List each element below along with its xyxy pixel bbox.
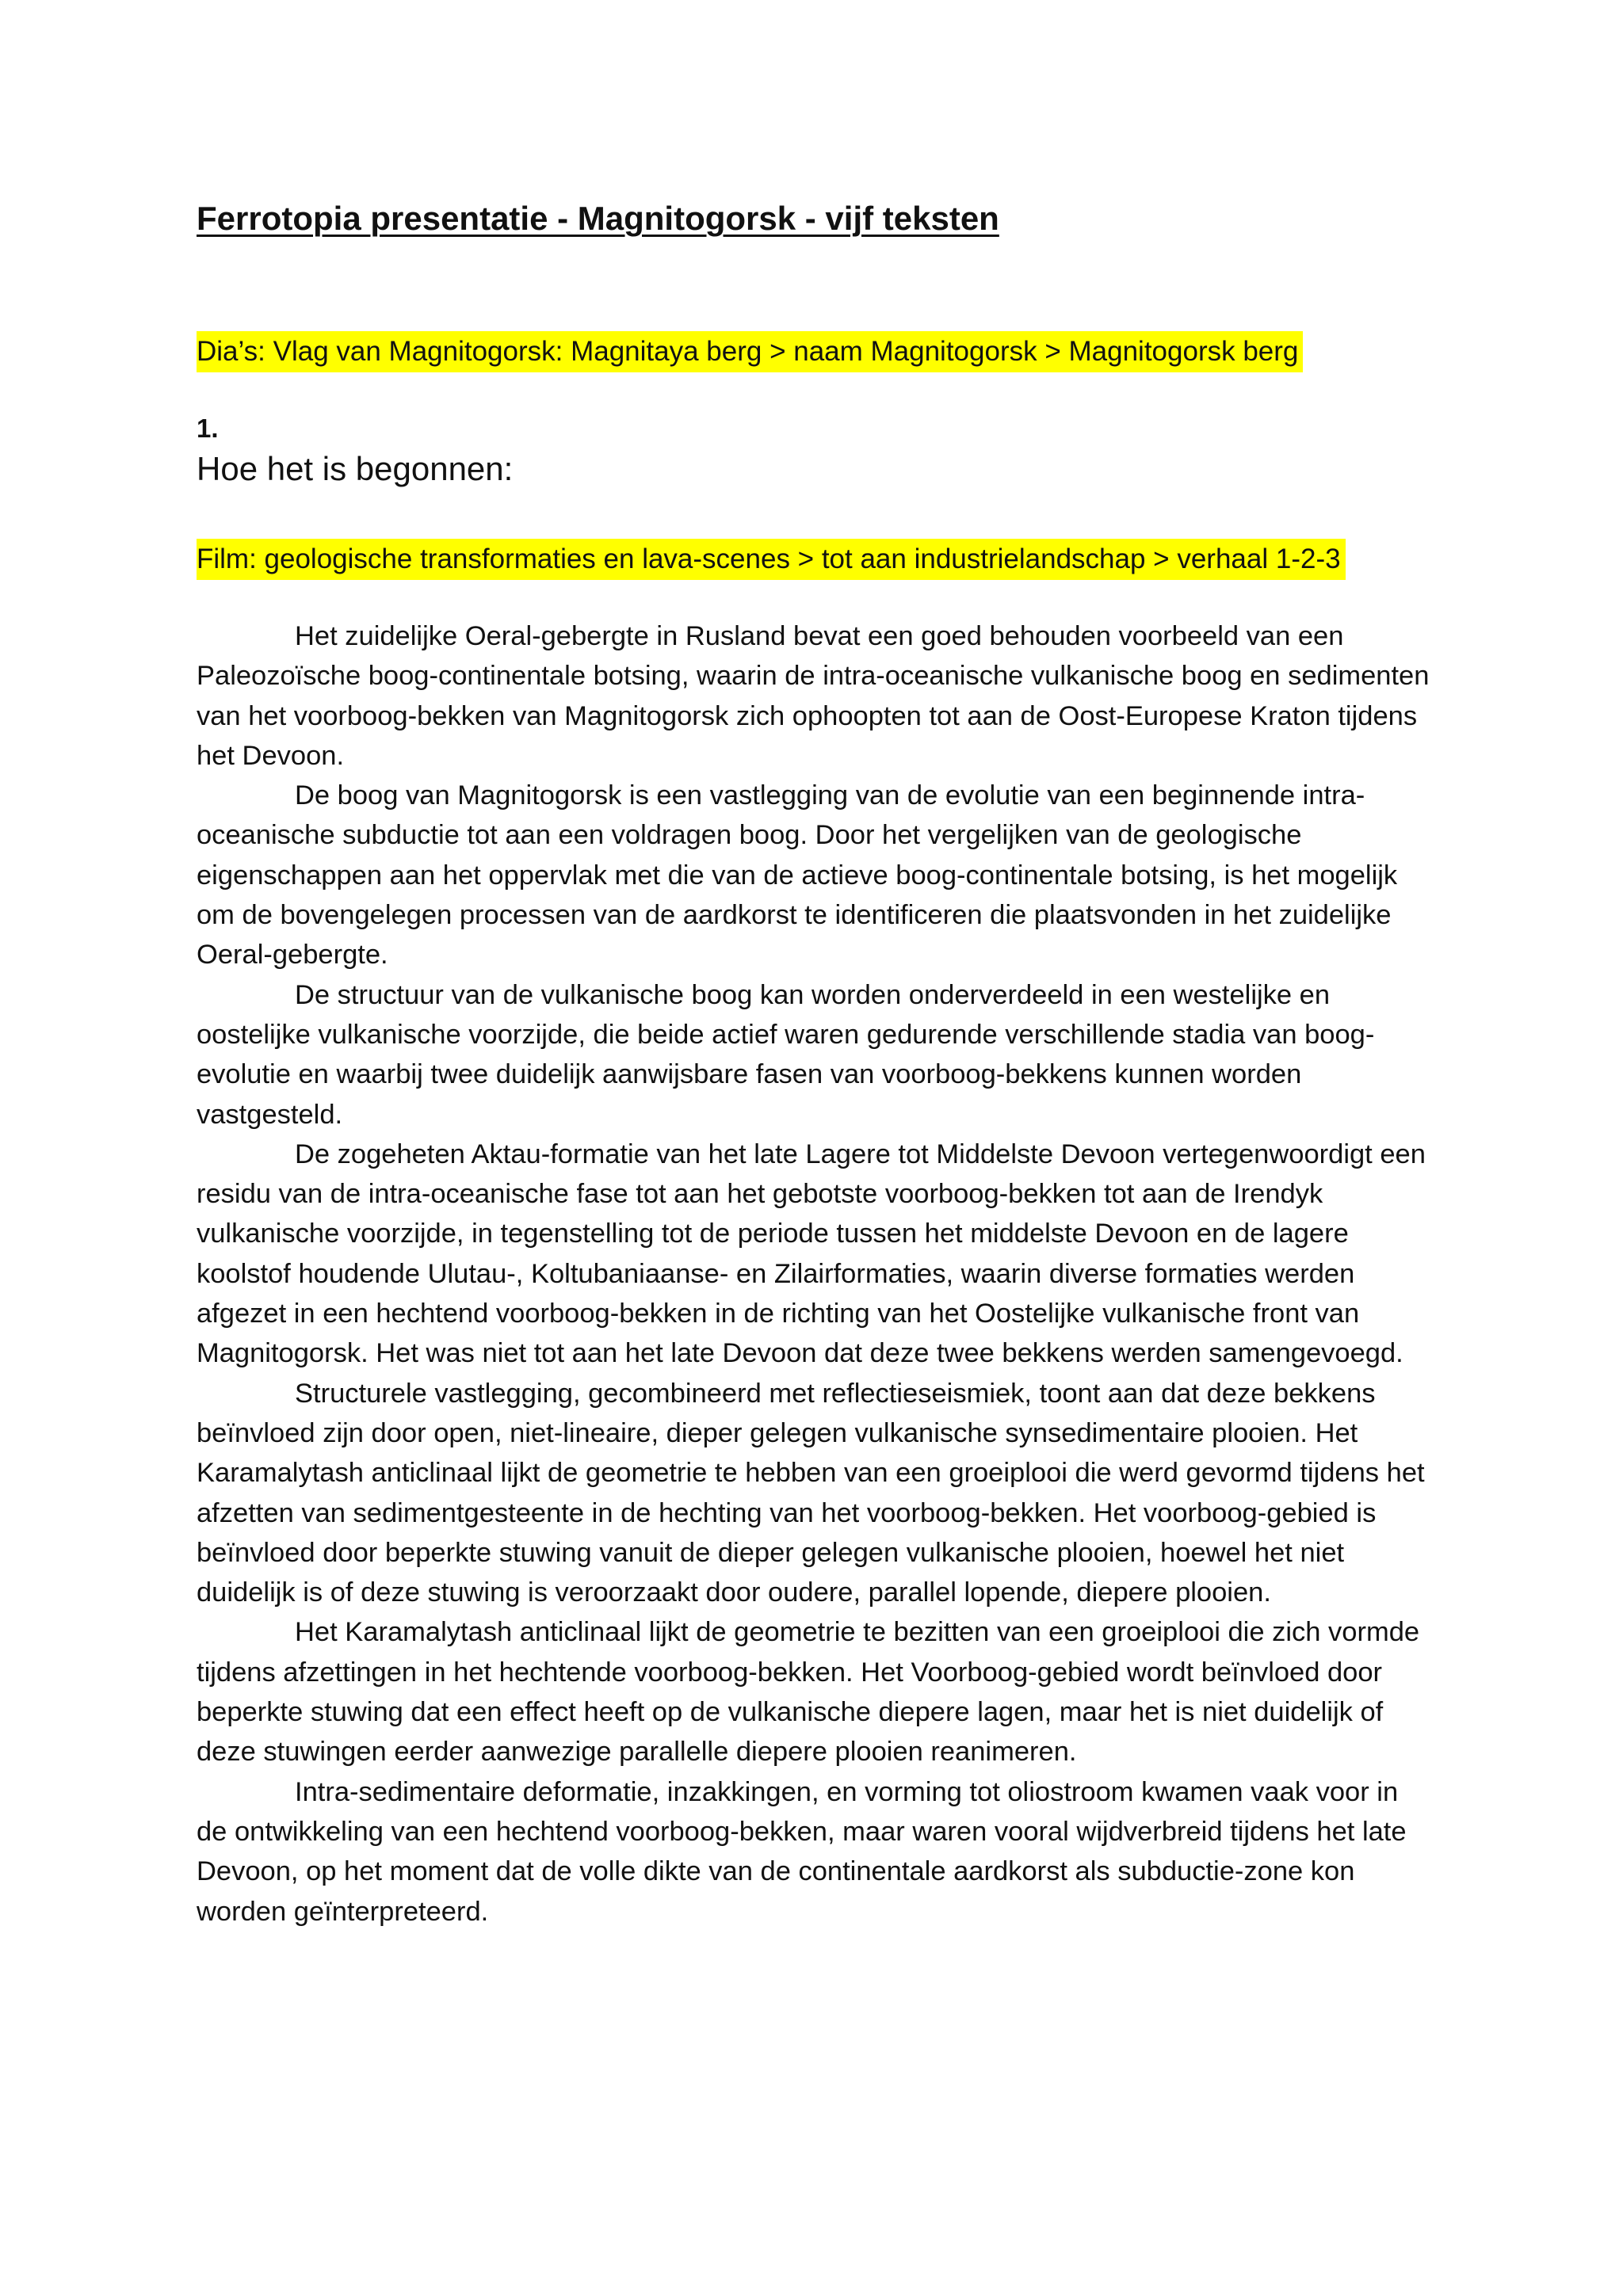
paragraph: Intra-sedimentaire deformatie, inzakkingen, en vorming tot oliostroom kwamen vaak voor in de ontwikkeling van een hechtend voorboog-bekken, maar waren vooral wijdverbreid tijdens het late Devoon, op het moment dat de volle dikte van de continentale aardkorst als subductie-zone kon worden geïnterpreteerd. [197,1776,1407,1927]
section-number: 1. [197,414,219,443]
paragraph: De structuur van de vulkanische boog kan worden onderverdeeld in een westelijke en oostelijke vulkanische voorzijde, die beide actief waren gedurende verschillende stadia van boog-evolutie en waarbij twee duidelijk aanwijsbare fasen van voorboog-bekkens kunnen worden vastgesteld. [197,979,1375,1130]
paragraph: De zogeheten Aktau-formatie van het late Lagere tot Middelste Devoon vertegenwoordigt een residu van de intra-oceanische fase tot aan het gebotste voorboog-bekken tot aan de Irendyk vulkanische voorzijde, in tegenstelling tot de periode tussen het middelste Devoon en de lagere koolstof houdende Ulutau-, Koltubaniaanse- en Zilairformaties, waarin diverse formaties werden afgezet in een hechtend voorboog-bekken in de richting van het Oostelijke vulkanische front van Magnitogorsk. Het was niet tot aan het late Devoon dat deze twee bekkens werden samengevoegd. [197,1138,1426,1369]
document-title: Ferrotopia presentatie - Magnitogorsk - vijf teksten [197,200,999,237]
film-note-highlight: Film: geologische transformaties en lava-scenes > tot aan industrielandschap > verhaal 1-2-3 [197,539,1346,580]
body-text [197,616,1434,1932]
paragraph: Het Karamalytash anticlinaal lijkt de geometrie te bezitten van een groeiplooi die zich vormde tijdens afzettingen in het hechtende voorboog-bekken. Het Voorboog-gebied wordt beïnvloed door beperkte stuwing dat een effect heeft op de vulkanische diepere lagen, maar het is niet duidelijk of deze stuwingen eerder aanwezige parallelle diepere plooien reanimeren. [197,1617,1420,1768]
section-heading: Hoe het is begonnen: [197,450,514,487]
paragraph: Het zuidelijke Oeral-gebergte in Rusland bevat een goed behouden voorbeeld van een Paleozoïsche boog-continentale botsing, waarin de intra-oceanische vulkanische boog en sedimenten van het voorboog-bekken van Magnitogorsk zich ophoopten tot aan de Oost-Europese Kraton tijdens het Devoon. [197,621,1430,771]
slides-note-highlight: Dia’s: Vlag van Magnitogorsk: Magnitaya berg > naam Magnitogorsk > Magnitogorsk berg [197,331,1303,372]
paragraph: De boog van Magnitogorsk is een vastlegging van de evolutie van een beginnende intra-oceanische subductie tot aan een voldragen boog. Door het vergelijken van de geologische eigenschappen aan het oppervlak met die van de actieve boog-continentale botsing, is het mogelijk om de bovengelegen processen van de aardkorst te identificeren die plaatsvonden in het zuidelijke Oeral-gebergte. [197,780,1398,971]
paragraph: Structurele vastlegging, gecombineerd met reflectieseismiek, toont aan dat deze bekkens beïnvloed zijn door open, niet-lineaire, dieper gelegen vulkanische synsedimentaire plooien. Het Karamalytash anticlinaal lijkt de geometrie te hebben van een groeiplooi die werd gevormd tijdens het afzetten van sedimentgesteente in de hechting van het voorboog-bekken. Het voorboog-gebied is beïnvloed door beperkte stuwing vanuit de dieper gelegen vulkanische plooien, hoewel het niet duidelijk is of deze stuwing is veroorzaakt door oudere, parallel lopende, diepere plooien. [197,1378,1425,1608]
